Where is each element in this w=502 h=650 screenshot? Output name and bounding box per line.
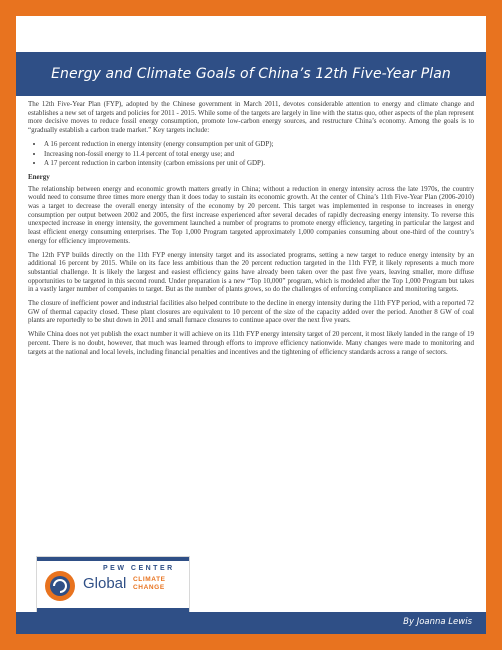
body-text	[28, 100, 474, 361]
page-title: Energy and Climate Goals of China’s 12th Five-Year Plan	[51, 66, 451, 82]
logo-top-rule	[37, 557, 189, 561]
section-heading-energy: Energy	[28, 172, 50, 181]
globe-emblem-icon	[43, 569, 77, 603]
author-byline: By Joanna Lewis	[403, 617, 472, 627]
energy-paragraph: The closure of inefficient power and industrial facilities also helped contribute to the decline in energy intensity during the 11th FYP period, with a reported 72 GW of thermal capacity closed. These plant closures are equivalent to 10 percent of the size of the capacity added over the period. Another 8 GW of coal plants are reportedly to be shut down in 2011 and small furnace closures to continue apace over the next five years.	[28, 299, 474, 325]
energy-paragraph: While China does not yet publish the exact number it will achieve on its 11th FYP energy intensity target of 20 percent, it most likely landed in the range of 19 percent. There is no doubt, however, that much was learned through efforts to improve efficiency nationwide. Many changes were made to monitoring and targets at the national and local levels, including financial penalties and incentives and the tightening of efficiency standards across a range of sectors.	[28, 330, 474, 356]
logo-global: Global	[83, 575, 127, 592]
targets-list	[44, 140, 474, 168]
pew-center-logo	[36, 556, 190, 613]
title-banner	[16, 52, 486, 96]
target-item: • A 17 percent reduction in carbon intensity (carbon emissions per unit of GDP).	[44, 159, 474, 168]
logo-pew-center: PEW CENTER	[103, 565, 175, 572]
energy-paragraph: The relationship between energy and economic growth matters greatly in China; without a reduction in energy intensity across the late 1970s, the country would need to consume three times more energy than it does today to sustain its economic growth. At the center of China’s 11th Five-Year Plan (2006-2010) was a target to decrease the overall energy intensity of the economy by 20 percent. This target was implemented in response to increases in energy consumption per output between 2002 and 2005, the first increase experienced after several decades of rapidly decreasing energy intensity. To reverse this unexpected increase in energy intensity, the government launched a number of programs to promote energy efficiency, targeting in particular the largest and least efficient energy consuming enterprises. The Top 1,000 Program targeted approximately 1,000 companies consuming about one-third of the country’s energy for efficiency improvements.	[28, 184, 474, 245]
target-item: • A 16 percent reduction in energy intensity (energy consumption per unit of GDP);	[44, 140, 474, 149]
page-frame	[16, 16, 486, 634]
energy-paragraph: The 12th FYP builds directly on the 11th FYP energy intensity target and its associated programs, setting a new target to reduce energy intensity by an additional 16 percent by 2015. While on its face less ambitious than the 20 percent reduction targeted in the 11th FYP, it likely represents a much more substantial challenge. It is likely the largest and easiest efficiency gains have already been taken over the past five years, leaving smaller, more diffuse opportunities to be targeted in this second round. Under preparation is a new “Top 10,000” program, which is modeled after the Top 1,000 Program but takes in a vastly larger number of companies to target. But as the number of plants grows, so do the challenges of enforcing compliance and monitoring targets.	[28, 250, 474, 294]
logo-climate-change	[133, 576, 166, 591]
intro-paragraph: The 12th Five-Year Plan (FYP), adopted by the Chinese government in March 2011, devotes considerable attention to energy and climate change and establishes a new set of targets and policies for 2011 - 2015. While some of the targets are largely in line with the status quo, other aspects of the plan represent more decisive moves to reduce fossil energy consumption, promote low-carbon energy sources, and restructure China’s economy. Among the goals is to “gradually establish a carbon trade market.” Key targets include:	[28, 100, 474, 135]
logo-change-word: CHANGE	[133, 583, 165, 591]
target-item: • Increasing non-fossil energy to 11.4 percent of total energy use; and	[44, 150, 474, 159]
footer-band	[16, 612, 486, 634]
logo-climate-word: CLIMATE	[133, 576, 166, 583]
